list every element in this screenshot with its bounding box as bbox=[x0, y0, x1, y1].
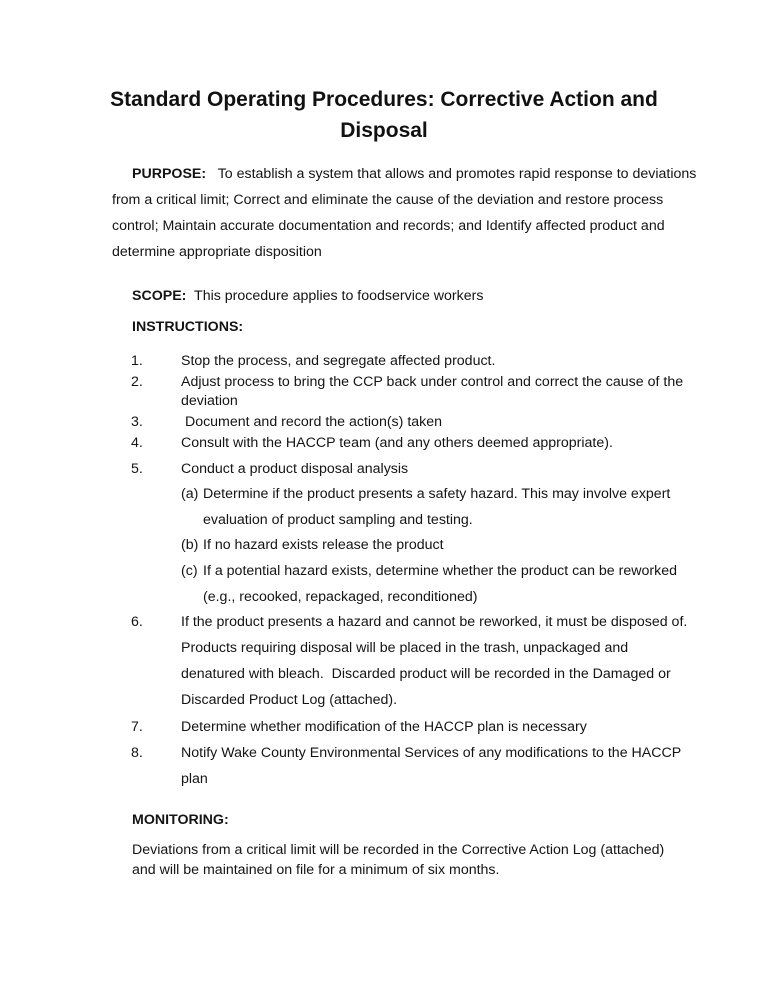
subitem-a-label: (a) bbox=[181, 486, 199, 502]
subitem-c-label: (c) bbox=[181, 563, 198, 579]
instruction-item-6-cont: denatured with bleach. Discarded product will be recorded in the Damaged or bbox=[181, 666, 671, 682]
subitem-c-cont: (e.g., recooked, repackaged, reconditioned) bbox=[203, 589, 478, 605]
instruction-item-2: Adjust process to bring the CCP back under control and correct the cause of the bbox=[181, 374, 684, 390]
monitoring-heading: MONITORING: bbox=[132, 812, 229, 828]
item-number: 2. bbox=[131, 374, 143, 390]
item-number: 5. bbox=[131, 461, 143, 477]
instruction-item-6: If the product presents a hazard and cannot be reworked, it must be disposed of. bbox=[181, 614, 688, 630]
instruction-item-6-cont: Discarded Product Log (attached). bbox=[181, 692, 398, 708]
scope-paragraph bbox=[132, 287, 483, 305]
item-number: 4. bbox=[131, 435, 143, 451]
item-number: 8. bbox=[131, 745, 143, 761]
instruction-item-1: Stop the process, and segregate affected product. bbox=[181, 353, 496, 369]
purpose-label: PURPOSE: bbox=[132, 166, 207, 182]
page-title bbox=[110, 84, 658, 146]
purpose-line-2: from a critical limit; Correct and eliminate the cause of the deviation and restore process bbox=[112, 192, 664, 208]
purpose-line-4: determine appropriate disposition bbox=[112, 244, 322, 260]
subitem-b-label: (b) bbox=[181, 537, 199, 553]
instructions-heading: INSTRUCTIONS: bbox=[132, 319, 244, 335]
instruction-item-8-cont: plan bbox=[181, 771, 208, 787]
instruction-item-4: Consult with the HACCP team (and any others deemed appropriate). bbox=[181, 435, 613, 451]
subitem-a: Determine if the product presents a safety hazard. This may involve expert bbox=[203, 486, 671, 502]
monitoring-line-1: Deviations from a critical limit will be recorded in the Corrective Action Log (attached) bbox=[132, 842, 665, 858]
subitem-b: If no hazard exists release the product bbox=[203, 537, 444, 553]
title-line-1: Standard Operating Procedures: Corrective Action and bbox=[110, 88, 658, 111]
item-number: 6. bbox=[131, 614, 143, 630]
purpose-line-3: control; Maintain accurate documentation and records; and Identify affected product and bbox=[112, 218, 665, 234]
subitem-a-cont: evaluation of product sampling and testing. bbox=[203, 512, 473, 528]
title-line-2: Disposal bbox=[340, 119, 428, 142]
item-number: 3. bbox=[131, 414, 143, 430]
subitem-c: If a potential hazard exists, determine whether the product can be reworked bbox=[203, 563, 677, 579]
monitoring-line-2: and will be maintained on file for a minimum of six months. bbox=[132, 862, 500, 878]
instruction-item-8: Notify Wake County Environmental Services of any modifications to the HACCP bbox=[181, 745, 682, 761]
instruction-item-2-cont: deviation bbox=[181, 393, 238, 409]
item-number: 7. bbox=[131, 719, 143, 735]
instruction-item-7: Determine whether modification of the HACCP plan is necessary bbox=[181, 719, 587, 735]
item-number: 1. bbox=[131, 353, 143, 369]
instruction-item-6-cont: Products requiring disposal will be placed in the trash, unpackaged and bbox=[181, 640, 629, 656]
purpose-line-1: PURPOSE: To establish a system that allows and promotes rapid response to deviations bbox=[132, 166, 697, 182]
scope-label: SCOPE: bbox=[132, 288, 187, 304]
instruction-item-3: Document and record the action(s) taken bbox=[181, 414, 443, 430]
instruction-item-5: Conduct a product disposal analysis bbox=[181, 461, 409, 477]
scope-text: This procedure applies to foodservice workers bbox=[194, 288, 484, 304]
